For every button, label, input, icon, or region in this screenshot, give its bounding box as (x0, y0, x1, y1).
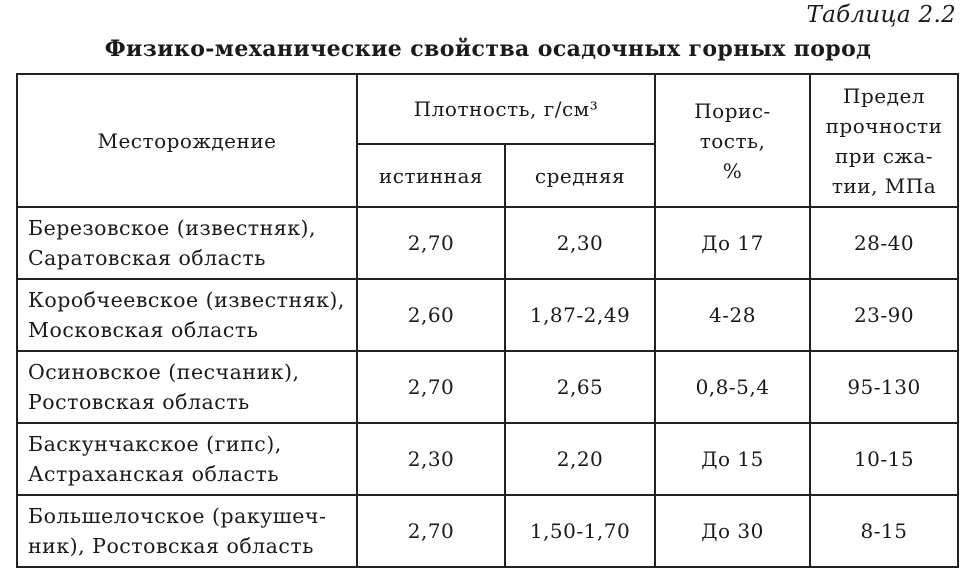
header-deposit: Месторождение (17, 74, 357, 207)
deposit-region: Саратовская область (28, 246, 266, 270)
strength-cell: 28-40 (810, 207, 958, 279)
table-caption: Таблица 2.2 (806, 2, 956, 28)
porosity-cell: 4-28 (655, 279, 810, 351)
deposit-region: Астраханская область (28, 462, 280, 486)
header-avg-density: средняя (505, 144, 655, 207)
table-header (17, 74, 958, 207)
header-strength-line1: Предел (843, 83, 925, 108)
porosity-cell: До 17 (655, 207, 810, 279)
table-body (17, 207, 958, 567)
deposit-region: Московская область (28, 318, 259, 342)
deposit-cell (17, 279, 357, 351)
table-row (17, 351, 958, 423)
header-strength-line4: тии, МПа (831, 173, 937, 198)
true-density-cell: 2,70 (357, 495, 505, 567)
avg-density-cell: 2,30 (505, 207, 655, 279)
header-strength (810, 74, 958, 207)
deposit-region: Ростовская область (28, 390, 250, 414)
strength-cell: 10-15 (810, 423, 958, 495)
strength-cell: 8-15 (810, 495, 958, 567)
deposit-name: Коробчеевское (известняк), (28, 288, 345, 312)
deposit-cell (17, 207, 357, 279)
header-true-density: истинная (357, 144, 505, 207)
deposit-cell (17, 423, 357, 495)
porosity-cell: 0,8-5,4 (655, 351, 810, 423)
header-density: Плотность, г/см³ (357, 74, 655, 144)
properties-table (16, 73, 959, 568)
table-row (17, 495, 958, 567)
deposit-name: Большелочское (ракушеч- (28, 504, 327, 528)
table-row (17, 207, 958, 279)
porosity-cell: До 15 (655, 423, 810, 495)
avg-density-cell: 2,65 (505, 351, 655, 423)
strength-cell: 95-130 (810, 351, 958, 423)
deposit-region: ник), Ростовская область (28, 534, 314, 558)
avg-density-cell: 1,50-1,70 (505, 495, 655, 567)
deposit-cell (17, 495, 357, 567)
header-strength-line2: прочности (825, 113, 943, 138)
porosity-cell: До 30 (655, 495, 810, 567)
deposit-name: Баскунчакское (гипс), (28, 432, 282, 456)
true-density-cell: 2,60 (357, 279, 505, 351)
avg-density-cell: 1,87-2,49 (505, 279, 655, 351)
strength-cell: 23-90 (810, 279, 958, 351)
deposit-name: Березовское (известняк), (28, 216, 317, 240)
header-porosity-line2: тость, (699, 128, 766, 153)
header-porosity-line3: % (722, 158, 743, 183)
deposit-name: Осиновское (песчаник), (28, 360, 300, 384)
deposit-cell (17, 351, 357, 423)
true-density-cell: 2,70 (357, 351, 505, 423)
avg-density-cell: 2,20 (505, 423, 655, 495)
header-porosity-line1: Порис- (694, 98, 771, 123)
table-row (17, 423, 958, 495)
header-porosity (655, 74, 810, 207)
table-row (17, 279, 958, 351)
table-title: Физико-механические свойства осадочных горных пород (104, 36, 872, 62)
true-density-cell: 2,30 (357, 423, 505, 495)
true-density-cell: 2,70 (357, 207, 505, 279)
header-strength-line3: при сжа- (834, 143, 934, 168)
